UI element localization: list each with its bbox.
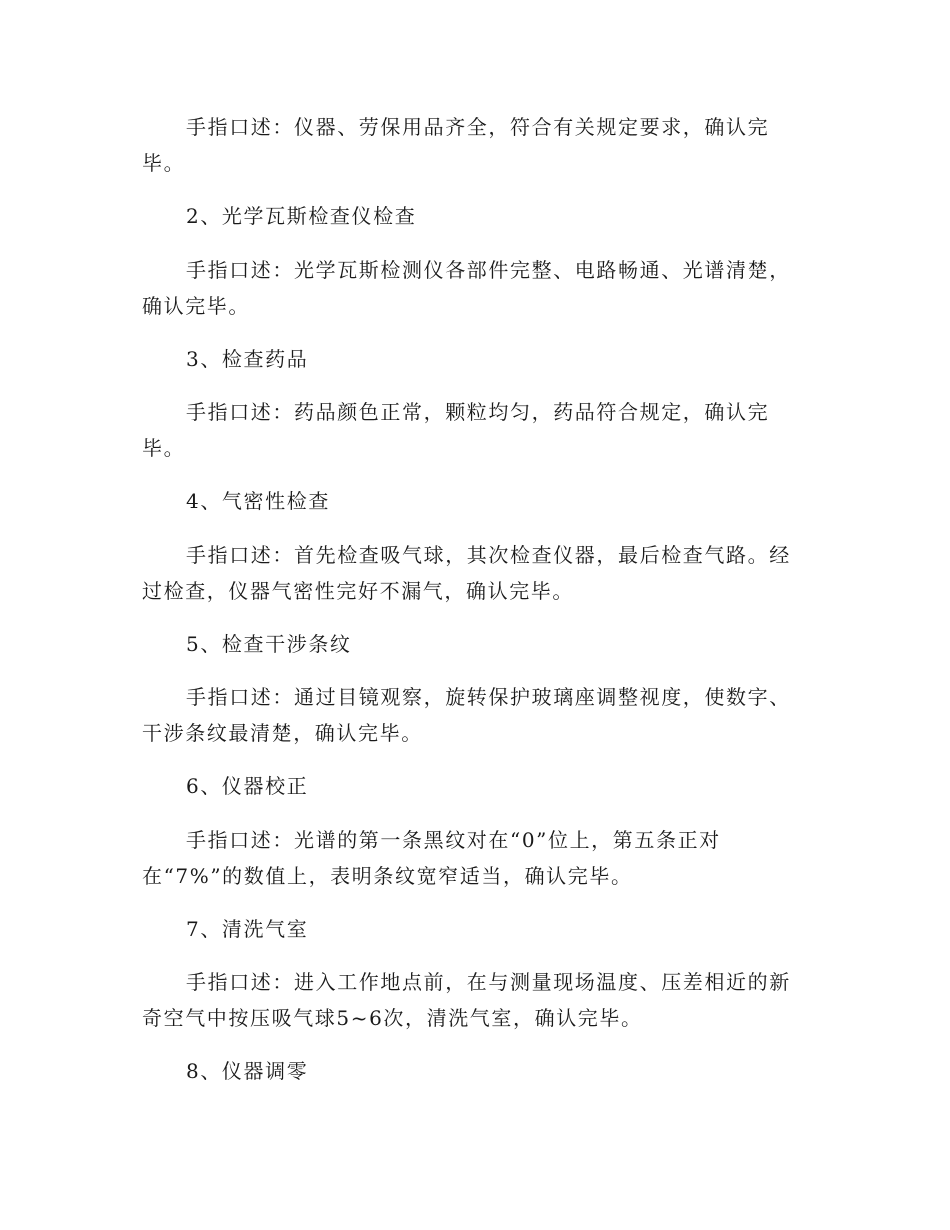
section-heading: 5、检查干涉条纹 <box>186 632 352 656</box>
section-heading: 3、检查药品 <box>186 347 309 371</box>
paragraph-line: 在“7%”的数值上，表明条纹宽窄适当，确认完毕。 <box>142 864 633 888</box>
section-heading: 2、光学瓦斯检查仪检查 <box>186 204 417 228</box>
section-heading: 7、清洗气室 <box>186 917 309 941</box>
section-heading: 8、仪器调零 <box>186 1059 309 1083</box>
paragraph-line: 毕。 <box>142 436 186 460</box>
paragraph-line: 手指口述：药品颜色正常，颗粒均匀，药品符合规定，确认完 <box>186 400 770 424</box>
section-heading: 6、仪器校正 <box>186 774 309 798</box>
paragraph-line: 毕。 <box>142 151 186 175</box>
paragraph-line: 手指口述：进入工作地点前，在与测量现场温度、压差相近的新 <box>186 970 791 994</box>
paragraph-line: 确认完毕。 <box>142 294 250 318</box>
paragraph-line: 奇空气中按压吸气球5~6次，清洗气室，确认完毕。 <box>142 1006 643 1030</box>
paragraph-line: 干涉条纹最清楚，确认完毕。 <box>142 721 423 745</box>
paragraph-line: 手指口述：首先检查吸气球，其次检查仪器，最后检查气路。经 <box>186 543 791 567</box>
paragraph-line: 手指口述：仪器、劳保用品齐全，符合有关规定要求，确认完 <box>186 115 770 139</box>
paragraph-line: 手指口述：通过目镜观察，旋转保护玻璃座调整视度，使数字、 <box>186 685 791 709</box>
paragraph-line: 过检查，仪器气密性完好不漏气，确认完毕。 <box>142 579 574 603</box>
paragraph-line: 手指口述：光学瓦斯检测仪各部件完整、电路畅通、光谱清楚， <box>186 258 791 282</box>
section-heading: 4、气密性检查 <box>186 489 330 513</box>
paragraph-line: 手指口述：光谱的第一条黑纹对在“0”位上，第五条正对 <box>186 828 721 852</box>
